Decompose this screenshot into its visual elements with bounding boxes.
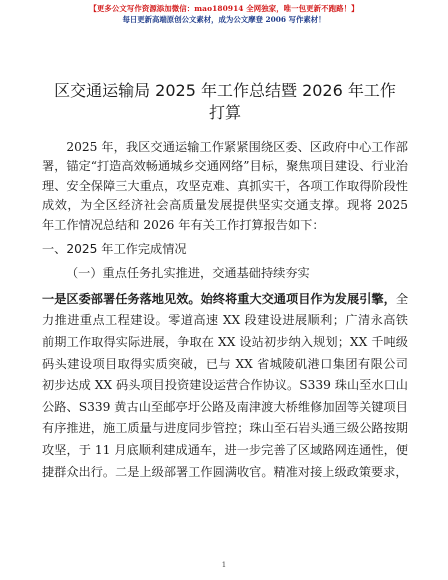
paragraph-1-body: 全力推进重点工程建设。零道高速 XX 段建设进展顺利；广清永高铁前期工作取得实际进展，争取在 XX 设站初步纳入规划；XX 千吨级码头建设项目取得实质突破，已与 XX 省城陵矶港口集团有限公司初步达成 XX 码头项目投资建设运营合作协议。S339 珠山至水口山公路、S339 黄古山至邮亭圩公路及南津渡大桥维修加固等关键项目有序推进，施工质量与进度同步管控；珠山至石岩头通三级公路按期攻坚，于 11 月底顺利建成通车，进一步完善了区域路网连通性，便捷群众出行。二是上级部署工作圆满收官。精准对接上级政策要求， (42, 291, 408, 479)
header-banner (0, 3, 448, 25)
document-body (42, 80, 408, 483)
section-1-heading: 一、2025 年工作完成情况 (42, 242, 187, 257)
promo-line-2: 每日更新高端原创公文素材，成为公文摩登 2006 写作素材！ (122, 15, 326, 24)
intro-paragraph: 2025 年，我区交通运输工作紧紧围绕区委、区政府中心工作部署，锚定“打造高效畅通城乡交通网络”目标，聚焦项目建设、行业治理、安全保障三大重点，攻坚克难、真抓实干，各项工作取得阶段性成效，为全区经济社会高质量发展提供坚实交通支撑。现将 2025 年工作情况总结和 2026 年有关工作打算报告如下： (42, 140, 408, 232)
promo-line-1: 【更多公文写作资源添加微信：mao180914 全网独家，唯一包更新不跑路！】 (89, 4, 359, 13)
paragraph-1 (42, 289, 408, 483)
title-line-1: 区交通运输局 2025 年工作总结暨 2026 年工作 (54, 81, 396, 100)
paragraph-1-lead: 一是区委部署任务落地见效。始终将重大交通项目作为发展引擎， (42, 291, 396, 306)
subsection-1-heading: （一）重点任务扎实推进，交通基础持续夯实 (66, 266, 310, 281)
page-number: 1 (221, 561, 227, 569)
document-title (42, 80, 408, 124)
title-line-2: 打算 (208, 103, 241, 122)
